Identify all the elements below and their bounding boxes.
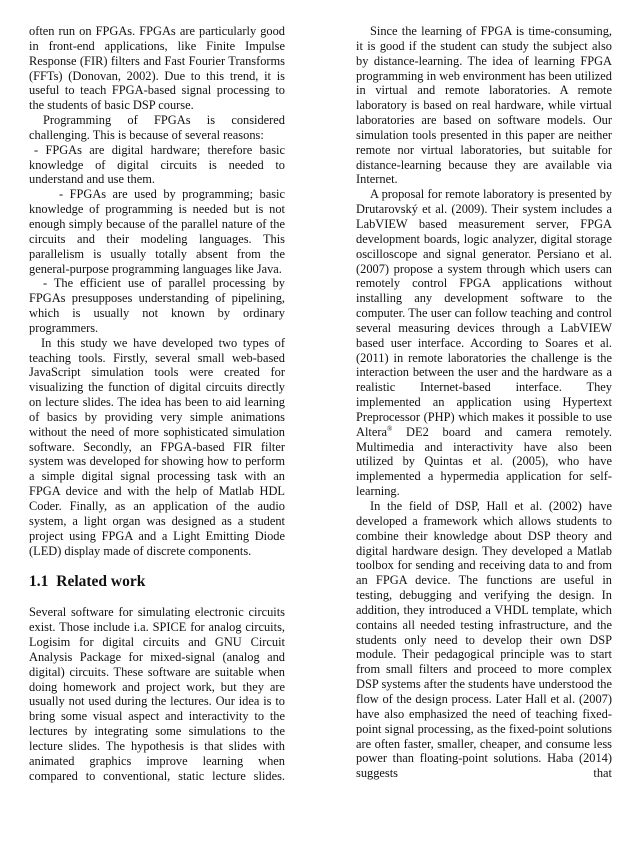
bullet-pipelining: - The efficient use of parallel processing by FPGAs presupposes understanding of pipelining, which is usually not known by ordinary programmers. bbox=[29, 276, 285, 335]
paragraph-simulation-software: Several software for simulating electronic circuits exist. Those include i.a. SPICE for analog circuits, Logisim for digital circuits and GNU Circuit Analysis Package for mixed-signal (analog and digital) circuits. These software are suitable when doing homework and project work, but they are usually not used during the lectures. Our idea is to bring some visual aspect and interactivity to the lectures by integrating some simulations to the lecture slides. The hypothesis is that slides with animated graphics improve learning when compared to conventional, static lecture slides. bbox=[29, 605, 285, 783]
left-column bbox=[29, 24, 285, 784]
paragraph-fpga-applications: often run on FPGAs. FPGAs are particularly good in front-end applications, like Finite Impulse Response (FIR) filters and Fast Fourier Transforms (FFTs) (Donovan, 2002). Due to this trend, it is useful to teach FPGA-based signal processing to the students of basic DSP course. bbox=[29, 24, 285, 113]
paragraph-remote-laboratory bbox=[356, 187, 612, 499]
paragraph-dsp-field: In the field of DSP, Hall et al. (2002) have developed a framework which allows students to combine their knowledge about DSP theory and digital hardware design. They developed a Matlab toolbox for sending and receiving data to and from an FPGA device. The functions are useful in testing, debugging and verifying the design. In addition, they introduced a VHDL template, which contains all needed testing infrastructure, and the students only need to develop their own DSP module. Their pedagogical principle was to start from small filters and proceed to more complex DSP systems after the students have understood the flow of the design process. Later Hall et al. (2007) have also emphasized the need of teaching fixed-point signal processing, as the fixed-point solutions are often faster, smaller, cheaper, and consume less power than floating-point solutions. Haba (2014) suggests that bbox=[356, 499, 612, 781]
section-heading-related-work bbox=[29, 572, 285, 591]
section-title: Related work bbox=[56, 573, 146, 591]
bullet-digital-hardware: - FPGAs are digital hardware; therefore basic knowledge of digital circuits is needed to understand and use them. bbox=[29, 142, 285, 187]
remote-lab-text-b: DE2 board and camera remotely. Multimedia and interactivity have also been utilized by Quintas et al. (2005), who have implemented a hypermedia application for self-learning. bbox=[356, 424, 612, 499]
section-number: 1.1 bbox=[29, 573, 49, 591]
right-column bbox=[356, 24, 612, 781]
paragraph-distance-learning: Since the learning of FPGA is time-consuming, it is good if the student can study the subject also by distance-learning. The idea of learning FPGA programming in web environment has been utilized in virtual and remote laboratories. A remote laboratory is based on real hardware, while virtual laboratories are based on software models. Our simulation tools presented in this paper are neither remote nor virtual laboratories, but suitable for distance-learning because they are available via Internet. bbox=[356, 24, 613, 187]
paragraph-teaching-tools: In this study we have developed two types of teaching tools. Firstly, several small web-based JavaScript simulation tools were created for visualizing the function of digital circuits directly on lecture slides. The idea has been to aid learning of basics by providing very simple animations without the need of more sophisticated simulation software. Secondly, an FPGA-based FIR filter system was developed for showing how to perform a simple digital signal processing task with an FPGA device and with the help of Matlab HDL Coder. Finally, as an application of the audio system, a light organ was designed as a student project using FPGA and a Light Emitting Diode (LED) display made of discrete components. bbox=[29, 335, 285, 558]
paragraph-programming-challenges: Programming of FPGAs is considered challenging. This is because of several reasons: bbox=[29, 113, 285, 142]
registered-trademark-mark: ® bbox=[386, 424, 393, 433]
bullet-programming: - FPGAs are used by programming; basic knowledge of programming is needed but is not enough simply because of the parallel nature of the circuits and their modeling languages. This parallelism is usually totally absent from the general-purpose programming languages like Java. bbox=[29, 187, 285, 276]
remote-lab-text-a: A proposal for remote laboratory is presented by Drutarovský et al. (2009). Their system includes a LabVIEW based measurement server, FPGA development boards, logic analyzer, digital storage oscilloscope and signal generator. Persiano et al. (2007) propose a system through which users can remotely control FPGA applications without installing any development software to the computer. The user can follow teaching and control several measuring devices through a LabVIEW based user interface. According to Soares et al. (2011) in remote laboratories the challenge is the interaction between the user and the hardware as a realistic Internet-based interface. They implemented an application using Hypertext Preprocessor (PHP) which makes it possible to use Altera bbox=[356, 187, 612, 439]
